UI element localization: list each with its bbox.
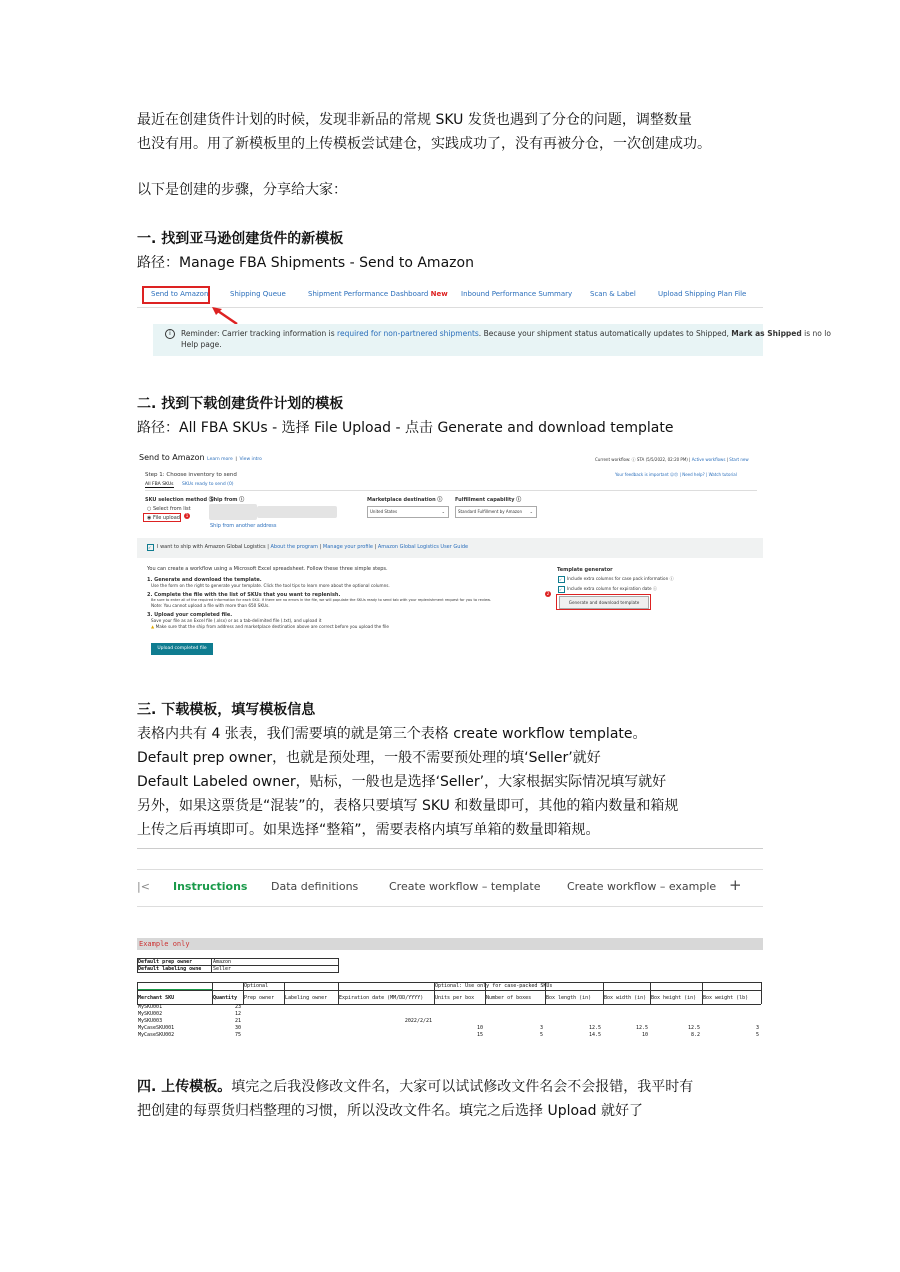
intro-text: You can create a workflow using a Microsoft Excel spreadsheet. Follow these three simple steps. [147,566,388,572]
case-pack-option: Include extra columns for case pack information ⓘ [567,576,674,581]
global-logistics-band [137,538,763,558]
selected-cell[interactable] [137,982,213,990]
step3-line-1: 表格内共有 4 张表，我们需要填的就是第三个表格 create workflow template。 [137,726,647,742]
new-badge: New [430,290,448,298]
table-cell: 5 [755,1032,759,1038]
table-cell: 12.5 [588,1025,601,1031]
table-header-cell: Expiration date (MM/DD/YYYY) [339,995,424,1001]
optional-label: Optional [244,983,269,989]
highlight-box [142,286,210,304]
step2-heading: 二. 找到下载创建货件计划的模板 [137,396,344,412]
step2-title: 2. Complete the file with the list of SKUs that you want to replenish. [147,592,341,598]
feedback-links: Your feedback is important ☺☹ | Need help? | Watch tutorial [615,472,737,477]
step3-line-3: Default Labeled owner，贴标，一般也是选择‘Seller’，大家根据实际情况填写就好 [137,774,667,790]
step3-title: 3. Upload your completed file. [147,612,233,618]
table-cell: 5 [539,1032,543,1038]
step3-heading: 三. 下载模板，填写模板信息 [137,702,316,718]
highlight-generate [556,594,651,610]
workflow-info: Current workflow: ⓘ STA (5/5/2022, 02:20 PM) | Active workflows | Start new [595,457,749,462]
tab-send-to-amazon[interactable]: Send to Amazon [151,290,209,298]
table-cell: 12.5 [687,1025,700,1031]
checkbox-expiration[interactable]: ✓ [558,586,565,593]
first-sheet-nav-icon[interactable]: |< [137,880,150,893]
screenshot-template-example [137,936,763,1046]
step2-text-1: Be sure to enter all of the required information for each SKU. If there are no errors in the file, we will populate the SKUs ready to send tab with your replenishment request for you to review. [151,598,491,602]
reminder-text: Reminder: Carrier tracking information is required for non-partnered shipments. Because your shipment status automatically updates to Shipped, Mark as Shipped is no lo [181,329,831,338]
tab-scan-label[interactable]: Scan & Label [590,290,636,298]
table-cell: 21 [234,1018,241,1024]
table-cell: 75 [234,1032,241,1038]
table-header-cell: Prep owner [244,995,275,1001]
table-cell: MyCaseSKU002 [138,1032,175,1038]
table-header-cell: Box height (in) [651,995,697,1001]
table-header-cell: Merchant SKU [138,995,175,1001]
table-cell: MySKU002 [138,1011,163,1017]
chevron-down-icon: ⌄ [529,509,533,514]
marker-2: 2 [546,591,550,596]
global-logistics-text: I want to ship with Amazon Global Logistics | About the program | Manage your profile | Amazon Global Logistics User Guide [157,544,469,550]
table-cell: 12 [234,1011,241,1017]
table-cell: 12.5 [635,1025,648,1031]
table-header-cell: Quantity [213,995,238,1001]
table-cell: 2022/2/21 [404,1018,432,1024]
labeling-owner-label: Default labeling owne [138,966,202,972]
help-page-link[interactable]: Help page. [181,340,222,349]
step3-text-1: Save your file as an Excel file (.xlsx) or as a tab-delimited file (.txt), and upload it [151,618,322,623]
table-cell: MySKU001 [138,1004,163,1010]
radio-select-from-list[interactable]: ○ Select from list [147,506,191,512]
tab-skus-ready[interactable]: SKUs ready to send (0) [182,482,234,487]
table-gridline [761,982,762,1004]
table-cell: MySKU003 [138,1018,163,1024]
sheet-tab-bar [137,869,763,907]
optional-case-label: Optional: Use only for case-packed SKUs [435,983,553,989]
blurred-address [257,506,337,518]
screenshot-file-upload [137,450,763,662]
nav-bar [137,284,763,308]
checkbox-case-pack[interactable]: ✓ [558,576,565,583]
step-title: Step 1: Choose inventory to send [145,472,237,478]
sta-title: Send to Amazon Learn more | View intro [139,453,262,462]
table-cell: 15 [476,1032,483,1038]
intro-line-2: 也没有用。用了新模板里的上传模板尝试建仓，实践成功了，没有再被分仓，一次创建成功。 [137,136,711,152]
labeling-owner-value: Seller [213,966,232,972]
tab-shipment-performance-dashboard[interactable] [308,290,448,298]
checkbox-global-logistics[interactable]: ✓ [147,544,154,551]
table-header-cell: Box width (in) [604,995,647,1001]
step4-heading: 四. 上传模板。 [137,1079,232,1095]
tab-inbound-performance-summary[interactable]: Inbound Performance Summary [461,290,573,298]
add-sheet-icon[interactable]: + [729,876,742,894]
step2-path: 路径：All FBA SKUs - 选择 File Upload - 点击 Generate and download template [137,420,674,436]
blurred-address [209,504,257,520]
step1-path: 路径：Manage FBA Shipments - Send to Amazon [137,255,474,271]
prep-owner-value: Amazon [213,959,232,965]
table-header-cell: Box weight (lb) [703,995,749,1001]
fulfillment-select[interactable]: Standard Fulfillment by Amazon ⌄ [455,506,537,518]
reminder-banner [153,324,831,356]
table-cell: 23 [234,1004,241,1010]
highlight-file-upload [143,513,181,522]
chevron-down-icon: ⌄ [441,509,445,514]
table-gridline [137,990,761,991]
step3-line-4: 另外，如果这票货是“混装”的，表格只要填写 SKU 和数量即可，其他的箱内数量和箱规 [137,798,679,814]
ship-from-label: Ship from ⓘ [210,497,245,503]
screenshot-send-to-amazon-nav [137,284,831,359]
example-only-header: Example only [137,938,763,950]
expiration-option: Include extra column for expiration date ⓘ [567,586,658,591]
step1-title: 1. Generate and download the template. [147,577,262,583]
step3-text-2: ▲ Make sure that the ship from address and marketplace destination above are correct before you upload the file [151,624,389,629]
marketplace-select[interactable]: United States ⌄ [367,506,449,518]
table-cell: 3 [539,1025,543,1031]
upload-completed-file-button[interactable]: Upload completed file [151,643,213,655]
red-arrow-icon [211,306,241,326]
marketplace-label: Marketplace destination ⓘ [367,497,443,503]
step3-line-5: 上传之后再填即可。如果选择“整箱”，需要表格内填写单箱的数量即箱规。 [137,822,600,838]
table-cell: 8.2 [690,1032,700,1038]
table-header-cell: Box length (in) [546,995,592,1001]
tab-shipping-queue[interactable]: Shipping Queue [230,290,286,298]
intro-line-1: 最近在创建货件计划的时候，发现非新品的常规 SKU 发货也遇到了分仓的问题，调整数量 [137,112,692,128]
fulfillment-label: Fulfillment capability ⓘ [455,497,522,503]
sheet-tab-data-definitions[interactable]: Data definitions [271,880,359,893]
step1-heading: 一. 找到亚马逊创建货件的新模板 [137,231,344,247]
sku-method-label: SKU selection method ⓘ [145,497,214,503]
step4-line-2: 把创建的每票货归档整理的习惯，所以没改文件名。填完之后选择 Upload 就好了 [137,1103,643,1119]
table-header-cell: Number of boxes [486,995,532,1001]
prep-owner-label: Default prep owner [138,959,193,965]
tab-upload-shipping-plan-file[interactable]: Upload Shipping Plan File [658,290,747,298]
table-cell: 30 [234,1025,241,1031]
table-header-cell: Units per box [435,995,475,1001]
sheet-tab-instructions[interactable]: Instructions [173,880,248,893]
radio-file-upload[interactable]: ◉ File upload [147,515,180,521]
intro-line-3: 以下是创建的步骤，分享给大家： [137,182,347,198]
info-icon: i [165,329,175,339]
table-cell: 14.5 [588,1032,601,1038]
template-generator-title: Template generator [557,567,613,573]
sheet-tab-create-workflow-example[interactable]: Create workflow – example [567,880,717,893]
warning-icon: ▲ [151,624,155,629]
table-cell: 3 [755,1025,759,1031]
table-cell: 10 [641,1032,648,1038]
sheet-tab-create-workflow-template[interactable]: Create workflow – template [389,880,541,893]
step1-text: Use the form on the right to generate your template. Click the tool tips to learn more about the optional columns. [151,583,390,588]
table-header-cell: Labeling owner [285,995,328,1001]
generate-template-button[interactable]: Generate and download template [559,596,649,609]
ship-from-another-address-link[interactable]: Ship from another address [210,523,277,529]
step2-text-2: Note: You cannot upload a file with more than 650 SKUs. [151,603,270,608]
step4-line-1: 四. 上传模板。填完之后我没修改文件名，大家可以试试修改文件名会不会报错，我平时有 [137,1079,694,1095]
tab-label: Shipment Performance Dashboard [308,290,429,298]
step3-line-2: Default prep owner，也就是预处理，一般不需要预处理的填‘Seller’就好 [137,750,601,766]
table-gridline [137,982,761,983]
table-cell: 10 [476,1025,483,1031]
table-cell: MyCaseSKU001 [138,1025,175,1031]
tab-all-fba-skus[interactable]: All FBA SKUs [145,482,174,487]
screenshot-sheet-tabs [137,848,763,907]
marker-1: 1 [185,513,189,518]
